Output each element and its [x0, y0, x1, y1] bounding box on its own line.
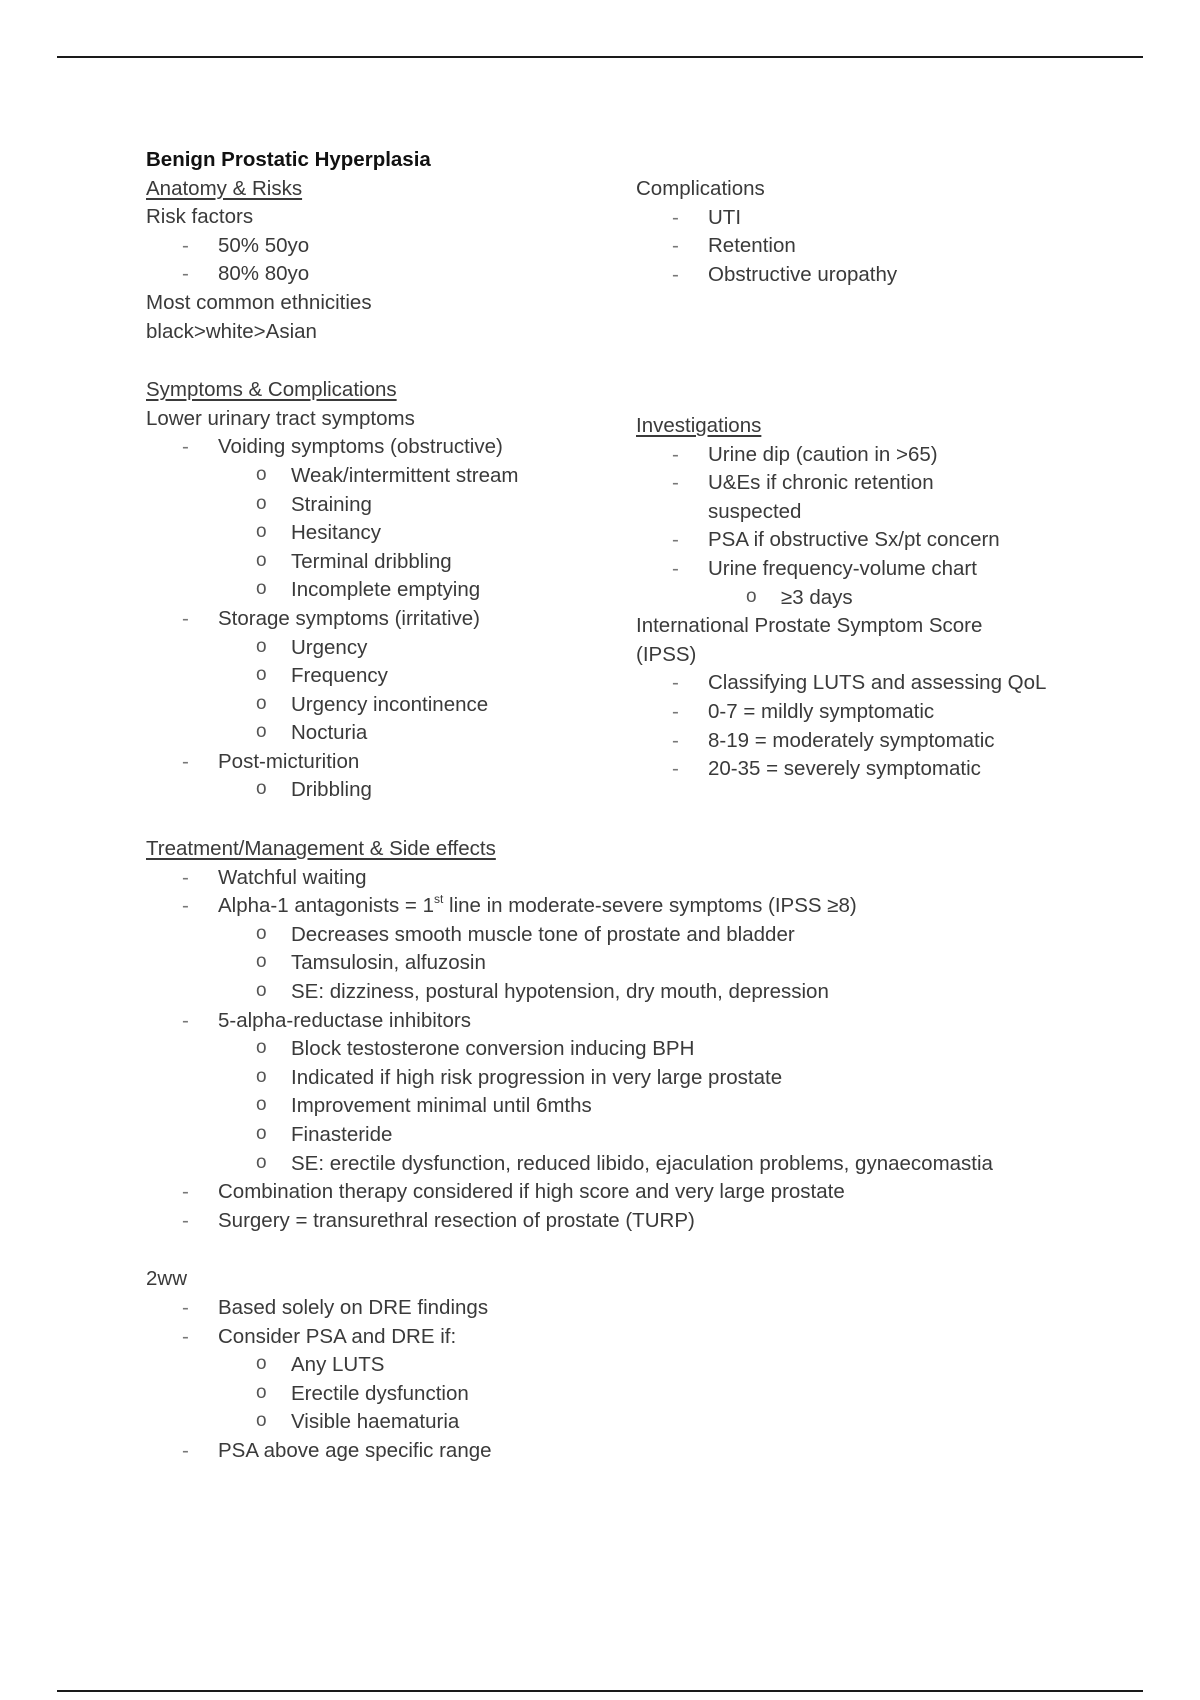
- twoww-sub-item: o Visible haematuria: [146, 1408, 1076, 1437]
- twoww-sub-item: o Any LUTS: [146, 1351, 1076, 1380]
- post-micturition-item: o Dribbling: [146, 776, 1076, 805]
- alpha-text-pre: Alpha-1 antagonists = 1: [218, 894, 434, 918]
- risk-item: - 80% 80yo: [146, 260, 1076, 289]
- voiding-item: o Incomplete emptying: [146, 576, 1076, 605]
- twoww-item: - PSA above age specific range: [146, 1437, 1076, 1466]
- spacer: [146, 805, 1076, 835]
- voiding-item: o Weak/intermittent stream: [146, 462, 1076, 491]
- alpha-sub-item: o Tamsulosin, alfuzosin: [146, 949, 1076, 978]
- alpha-blocker-item: [146, 892, 1076, 921]
- symptoms-heading: Symptoms & Complications: [146, 378, 397, 402]
- complications-heading: Complications: [636, 177, 765, 200]
- left-column: [146, 146, 1076, 1466]
- voiding-label: - Voiding symptoms (obstructive): [146, 433, 1076, 462]
- right-column-investigations: [636, 412, 1056, 784]
- complication-item: - UTI: [636, 204, 1056, 233]
- complication-item: - Retention: [636, 232, 1056, 261]
- risk-item: - 50% 50yo: [146, 232, 1076, 261]
- luts-label: Lower urinary tract symptoms: [146, 406, 415, 430]
- ipss-item: - 0-7 = mildly symptomatic: [636, 698, 1056, 727]
- ipss-label: International Prostate Symptom Score (IPSS): [636, 614, 983, 666]
- complication-item: - Obstructive uropathy: [636, 261, 1056, 290]
- investigation-item: - Urine frequency-volume chart: [636, 555, 1056, 584]
- ipss-item: - 8-19 = moderately symptomatic: [636, 727, 1056, 756]
- five-ari-label: - 5-alpha-reductase inhibitors: [146, 1007, 1076, 1036]
- treatment-heading: Treatment/Management & Side effects: [146, 837, 496, 861]
- ipss-item: - Classifying LUTS and assessing QoL: [636, 669, 1056, 698]
- five-ari-item: o Finasteride: [146, 1121, 1076, 1150]
- five-ari-item: o Improvement minimal until 6mths: [146, 1092, 1076, 1121]
- storage-label: - Storage symptoms (irritative): [146, 605, 1076, 634]
- twoww-item: - Consider PSA and DRE if:: [146, 1323, 1076, 1352]
- investigations-heading: Investigations: [636, 414, 762, 437]
- investigation-item: - Urine dip (caution in >65): [636, 441, 1056, 470]
- investigation-sub-item: o ≥3 days: [636, 584, 1056, 613]
- storage-item: o Urgency: [146, 634, 1076, 663]
- five-ari-item: o SE: erectile dysfunction, reduced libido, ejaculation problems, gynaecomastia: [146, 1150, 1076, 1179]
- spacer: [146, 1235, 1076, 1265]
- voiding-item: o Straining: [146, 491, 1076, 520]
- five-ari-item: o Indicated if high risk progression in very large prostate: [146, 1064, 1076, 1093]
- storage-item: o Urgency incontinence: [146, 691, 1076, 720]
- twoww-heading: 2ww: [146, 1267, 188, 1291]
- treatment-item: - Combination therapy considered if high score and very large prostate: [146, 1178, 1076, 1207]
- investigation-item: - U&Es if chronic retention suspected: [636, 469, 968, 526]
- storage-item: o Nocturia: [146, 719, 1076, 748]
- twoww-item: - Based solely on DRE findings: [146, 1294, 1076, 1323]
- twoww-sub-item: o Erectile dysfunction: [146, 1380, 1076, 1409]
- alpha-text-sup: st: [433, 892, 444, 907]
- ethnicity-value: black>white>Asian: [146, 319, 317, 343]
- storage-item: o Frequency: [146, 662, 1076, 691]
- page-title: Benign Prostatic Hyperplasia: [146, 148, 431, 171]
- right-column-top: [636, 175, 1056, 289]
- spacer: [146, 346, 1076, 376]
- five-ari-item: o Block testosterone conversion inducing BPH: [146, 1035, 1076, 1064]
- risk-factors-label: Risk factors: [146, 205, 254, 229]
- alpha-sub-item: o SE: dizziness, postural hypotension, dry mouth, depression: [146, 978, 1076, 1007]
- alpha-text-post: line in moderate-severe symptoms (IPSS ≥8): [443, 894, 857, 918]
- bottom-rule: [57, 1690, 1143, 1692]
- ethnicity-label: Most common ethnicities: [146, 290, 372, 314]
- anatomy-heading: Anatomy & Risks: [146, 176, 303, 200]
- treatment-item: - Watchful waiting: [146, 864, 1076, 893]
- alpha-sub-item: o Decreases smooth muscle tone of prostate and bladder: [146, 921, 1076, 950]
- ipss-item: - 20-35 = severely symptomatic: [636, 755, 1056, 784]
- post-micturition-label: - Post-micturition: [146, 748, 1076, 777]
- voiding-item: o Hesitancy: [146, 519, 1076, 548]
- treatment-item: - Surgery = transurethral resection of prostate (TURP): [146, 1207, 1076, 1236]
- top-rule: [57, 56, 1143, 58]
- investigation-item: - PSA if obstructive Sx/pt concern: [636, 526, 1056, 555]
- voiding-item: o Terminal dribbling: [146, 548, 1076, 577]
